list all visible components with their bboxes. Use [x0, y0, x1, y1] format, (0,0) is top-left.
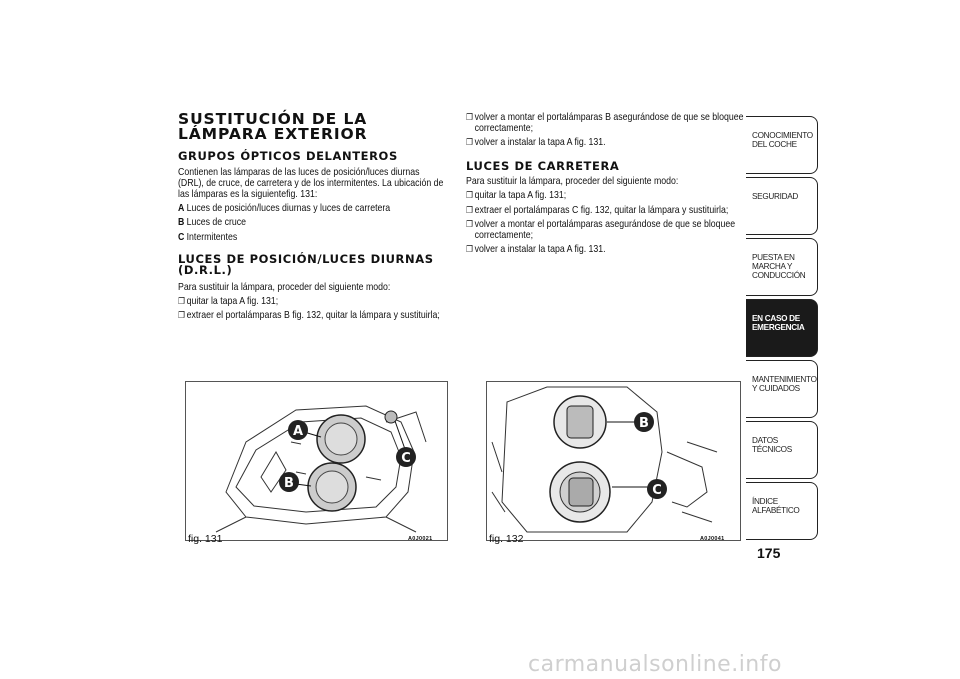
tab-mantenimiento[interactable]: MANTENIMIENTO Y CUIDADOS	[746, 360, 818, 418]
checkbox-bullet-icon: ❐	[178, 310, 185, 321]
list-item: ❐ volver a montar el portalámparas B asegurándose de que se bloquee correctamente;	[466, 112, 744, 135]
figure-131-caption: fig. 131	[188, 533, 223, 545]
figure-131-headlamp	[185, 381, 448, 541]
callout-label-b: B	[639, 416, 649, 431]
list-item: A Luces de posición/luces diurnas y luces de carretera	[178, 203, 391, 215]
section-title: SUSTITUCIÓN DE LA LÁMPARA EXTERIOR	[178, 110, 368, 143]
checkbox-bullet-icon: ❐	[466, 218, 473, 229]
figure-132-caption: fig. 132	[489, 533, 524, 545]
checkbox-bullet-icon: ❐	[466, 244, 473, 255]
tab-seguridad[interactable]: SEGURIDAD	[746, 177, 818, 235]
heading-carretera: LUCES DE CARRETERA	[466, 158, 620, 173]
checkbox-bullet-icon: ❐	[178, 295, 185, 306]
page-number: 175	[757, 545, 781, 561]
list-item: ❐ volver a montar el portalámparas asegurándose de que se bloquee correctamente;	[466, 218, 736, 241]
tab-puesta-en-marcha[interactable]: PUESTA EN MARCHA Y CONDUCCIÓN	[746, 238, 818, 296]
watermark: carmanualsonline.info	[528, 652, 782, 677]
callout-label-c: C	[401, 451, 411, 466]
figure-132-bulbholders	[486, 381, 741, 541]
list-item: ❐ extraer el portalámparas C fig. 132, quitar la lámpara y sustituirla;	[466, 204, 729, 216]
figure-131-code: A0J0021	[408, 536, 433, 542]
headlamp-illustration	[186, 382, 447, 540]
list-item: C Intermitentes	[178, 231, 238, 243]
heading-posicion: LUCES DE POSICIÓN/LUCES DIURNAS (D.R.L.)	[178, 251, 434, 278]
tab-conocimiento[interactable]: CONOCIMIENTO DEL COCHE	[746, 116, 818, 174]
callout-label-c: C	[652, 483, 662, 498]
list-item: ❐ volver a instalar la tapa A fig. 131.	[466, 244, 606, 256]
list-item: B Luces de cruce	[178, 217, 247, 229]
checkbox-bullet-icon: ❐	[466, 190, 473, 201]
callout-label-b: B	[284, 476, 294, 491]
chapter-sidebar	[746, 116, 818, 543]
figure-132-code: A0J0041	[700, 536, 725, 542]
paragraph-grupos: Contienen las lámparas de las luces de posición/luces diurnas (DRL), de cruce, de carretera y de los intermitentes. La ubicación de las lámparas es la siguientefig. 131:	[178, 166, 444, 200]
checkbox-bullet-icon: ❐	[466, 137, 473, 148]
paragraph-posicion: Para sustituir la lámpara, proceder del siguiente modo:	[178, 281, 391, 293]
list-item: ❐ extraer el portalámparas B fig. 132, quitar la lámpara y sustituirla;	[178, 310, 440, 322]
tab-indice[interactable]: ÍNDICE ALFABÉTICO	[746, 482, 818, 540]
list-item: ❐ volver a instalar la tapa A fig. 131.	[466, 137, 606, 149]
checkbox-bullet-icon: ❐	[466, 204, 473, 215]
list-item: ❐ quitar la tapa A fig. 131;	[466, 190, 567, 202]
tab-datos-tecnicos[interactable]: DATOS TÉCNICOS	[746, 421, 818, 479]
right-column	[466, 112, 744, 258]
bulbholder-illustration	[487, 382, 740, 540]
left-column	[178, 112, 448, 324]
tab-emergencia[interactable]: EN CASO DE EMERGENCIA	[746, 299, 818, 357]
checkbox-bullet-icon: ❐	[466, 112, 473, 122]
callout-label-a: A	[292, 424, 304, 439]
heading-grupos: GRUPOS ÓPTICOS DELANTEROS	[178, 149, 398, 163]
paragraph-carretera: Para sustituir la lámpara, proceder del siguiente modo:	[466, 176, 679, 188]
list-item: ❐ quitar la tapa A fig. 131;	[178, 295, 279, 307]
